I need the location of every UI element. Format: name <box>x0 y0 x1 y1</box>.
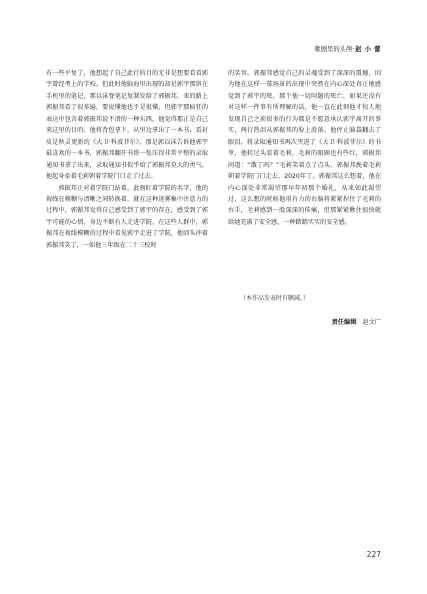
page-number: 227 <box>366 550 381 559</box>
deletion-note: （本作品发表时有删减。） <box>240 295 310 302</box>
running-header-separator: · <box>352 46 355 53</box>
running-header <box>314 46 381 54</box>
running-header-title: 歌剧里的头颅 <box>314 46 353 53</box>
right-paragraph-1: 的笑容。郭振邦感觉自己的灵魂受到了深深的震撼，因为他在这样一幕场景的出现中突然在内心深处真正地感觉到了郭宇的死，那个他一切问题的死亡，如果还没有对这样一件事有所理解的话，他一直在此刻他才惊人地发现自己之前很多的行为都是不愿意承认郭宇离开的事实，两行热泪从郭振邦的脸上滑落。他停止脑袋翻去了眼泪，将录取通知书再次夹进了《大卫·科波菲尔》的书里，他转过头看着毛莉，毛莉的眼圈也有些红，郭振邦问道：“饿了吗？”毛莉笑着点了点头，郭振邦挽着毛莉朝着学院门口走去，2020年了，郭振邦这么想着，他在内心深处非常渴望那早年初那个婚礼，从来如此渴望过，这么想的时候他用有力的右脑将紧紧捏住了毛莉的右手，毛莉感到一股深深的传痛，但那紧紧揪住很快就给她充满了安全感，一种踏踏实实的安全感。 <box>228 70 381 226</box>
editor-name: 赵文广 <box>362 319 381 326</box>
running-header-author: 赵 小 蕾 <box>355 46 381 53</box>
right-text-column <box>228 68 381 228</box>
left-text-column <box>46 68 208 251</box>
left-paragraph-1: 有一些平复了，他想起了自己此行的目的无非是想要看看郭宇曾经考上的学校。但此时他脑海里出现的却是郭宇那留在手机里的笔记，那以沫脊笔记复制发给了郭振邦，来的路上郭振邦看了很多遍，要说懂他也不是很懂，但郭宇那疯狂的表达中包含着郭振邦说不清的一种东西，他觉得那正是自己来这里的目的。他将背包拿下，从里边拿出了一本书，看封皮是秋灵更新的《大卫·科波菲尔》，那是郭以沫告诉他郭宇最喜欢的一本书，郭振邦翻开书将一张压得非常平整的录取通知书拿了出来，录取通知书似乎给了郭振邦莫大的勇气，他起身牵着毛莉朝着学院门口走了过去。 <box>46 70 208 181</box>
editor-label: 责任编辑 <box>331 319 357 326</box>
left-paragraph-2: 郭振邦正对着学院门站着，此刻盯着学院的名字，他的视线在模糊与清晰之间转换着，就在这种迷雾集中注意力的过程中，郭振邦觉得自己感受到了郭宇的存在，感受到了郭宇可能的心情，身边不断有人走进学院，在这些人群中，郭振邦在视线模糊的过程中看见郭宇走进了学院，他回头冲着郭振邦笑了，一如他三年级在二十三校时 <box>46 184 208 249</box>
editor-credit <box>332 319 381 327</box>
